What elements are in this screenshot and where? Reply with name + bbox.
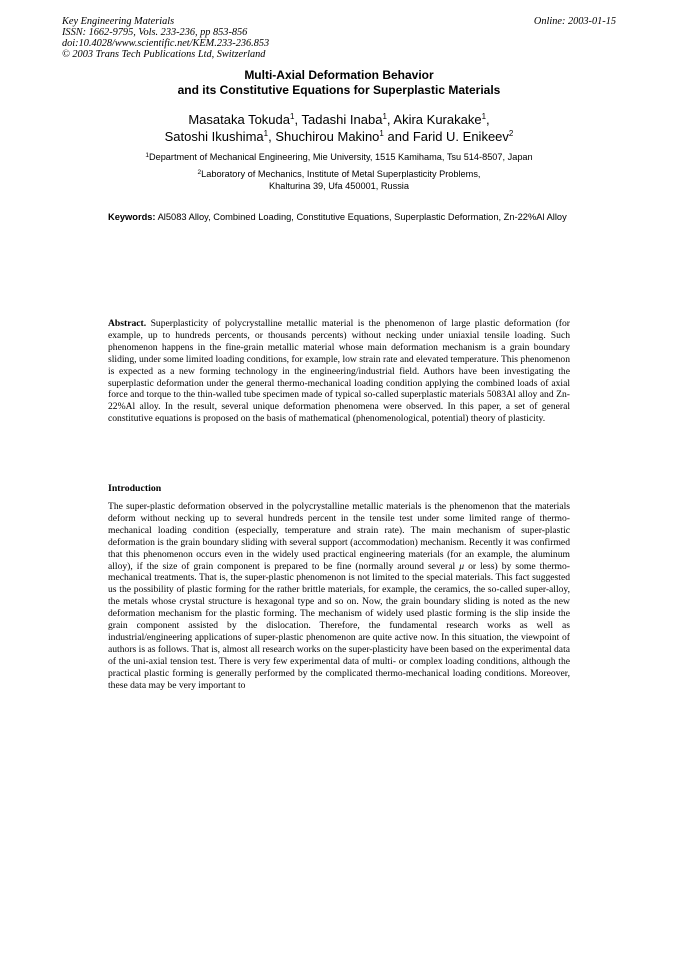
author-separator: , — [386, 112, 391, 127]
keywords-label: Keywords: — [108, 212, 156, 222]
author-separator: and — [387, 129, 410, 144]
affiliation-mark: 2 — [197, 169, 202, 176]
issn-line: ISSN: 1662-9795, Vols. 233-236, pp 853-856 — [62, 27, 248, 38]
affiliation-mark: 1 — [263, 129, 269, 138]
affiliation-mark: 1 — [290, 112, 295, 121]
author-separator: , — [486, 112, 490, 127]
affiliation-mark: 1 — [481, 112, 487, 121]
author-name: Tadashi Inaba — [301, 112, 383, 127]
journal-name: Key Engineering Materials — [62, 16, 175, 27]
intro-text-part-1: The super-plastic deformation observed in the polycrystalline metallic materials is the phenomenon that the materials deform without necking up to several hundreds percent in the tensile test under some limited range of thermo-mechanical loading condition (especially, temperature and strain rate). The main mechanism of super-plastic deformation is the grain boundary sliding with several support (accommodation) mechanism. Recently it was confirmed that this phenomenon occurs even in the widely used practical engineering materials (for an example, the aluminum alloy), if the size of grain component is prepared to be fine (normally around several — [108, 501, 570, 572]
online-date: Online: 2003-01-15 — [533, 16, 616, 27]
author-name: Akira Kurakake — [393, 112, 482, 127]
author-name: Farid U. Enikeev — [412, 129, 509, 144]
affiliation-mark: 2 — [508, 129, 514, 138]
intro-text-part-2: or less) by some thermo-mechanical treatments. That is, the super-plastic phenomenon is not limited to the special materials. This fact suggested us the possibility of plastic forming for the rather brittle materials, for example, the ceramics, the so-called super-alloy, the metals whose crystal structure is hexagonal type and so on. Now, the grain boundary sliding is noted as the new deformation mechanism for the plastic forming. The mechanism of widely used plastic forming is the slip inside the grain component assisted by the dislocation. Therefore, the fundamental research works as well as industrial/engineering applications of super-plastic phenomenon are quite active now. In this situation, the viewpoint of authors is as follows. That is, almost all research works on the super-plasticity have been based on the experimental data of the uni-axial tension test. There is very few experimental data of multi- or complex loading conditions, although the practical plastic forming is generally performed by the complicated thermo-mechanical loading conditions. Moreover, these data may be very important to — [108, 560, 570, 691]
author-separator: , — [268, 129, 272, 144]
author-line-1 — [0, 111, 678, 128]
copyright-line: © 2003 Trans Tech Publications Ltd, Switzerland — [62, 49, 266, 60]
title-line-2: and its Constitutive Equations for Superplastic Materials — [177, 83, 501, 97]
mu-symbol: μ — [459, 560, 465, 572]
affiliation-text: Department of Mechanical Engineering, Mie University, 1515 Kamihama, Tsu 514-8507, Japan — [148, 152, 533, 162]
abstract-label: Abstract. — [108, 318, 147, 329]
author-list — [0, 111, 678, 145]
paper-title — [0, 68, 678, 98]
author-name: Shuchirou Makino — [275, 129, 380, 144]
section-heading-introduction: Introduction — [108, 483, 162, 494]
affiliation-mark: 1 — [379, 129, 384, 138]
keywords-text: Al5083 Alloy, Combined Loading, Constitutive Equations, Superplastic Deformation, Zn-22%Al Alloy — [157, 212, 567, 222]
abstract-text: Superplasticity of polycrystalline metallic material is the phenomenon of large plastic deformation (for example, up to hundreds percents, or thousands percents) without necking under uniaxial tensile loading. Such phenomenon happens in the fine-grain metallic material whose main deformation mechanism is a grain boundary sliding, under some limited loading conditions, for example, low strain rate and elevated temperature. This phenomenon is expected as a new forming technology in the engineering/industrial field. Authors have been investigating the superplastic deformation under the general thermo-mechanical loading condition applying the combined loads of axial force and torque to the thin-walled tube specimen made of typical so-called superplastic materials 5083Al alloy and Zn-22%Al alloy. In the result, several unique deformation phenomena were observed. In this paper, a set of general constitutive equations is proposed on the basis of mathematical (phenomenological, potential) theory of plasticity. — [108, 318, 570, 425]
doi-line: doi:10.4028/www.scientific.net/KEM.233-236.853 — [62, 38, 270, 49]
affiliation-2-line-1 — [0, 168, 678, 180]
affiliation-mark: 1 — [145, 152, 149, 159]
affiliation-2-line-2: Khalturina 39, Ufa 450001, Russia — [269, 181, 409, 191]
author-name: Masataka Tokuda — [188, 112, 291, 127]
author-line-2 — [0, 128, 678, 145]
affiliation-mark: 1 — [382, 112, 387, 121]
author-separator: , — [294, 112, 299, 127]
abstract-block — [108, 318, 570, 425]
journal-header — [62, 16, 269, 60]
affiliation-1 — [0, 151, 678, 163]
introduction-body — [108, 501, 570, 692]
title-line-1: Multi-Axial Deformation Behavior — [244, 68, 434, 82]
keywords-block — [108, 211, 570, 223]
author-name: Satoshi Ikushima — [164, 129, 264, 144]
affiliation-2 — [0, 168, 678, 192]
affiliation-text: Laboratory of Mechanics, Institute of Metal Superplasticity Problems, — [201, 169, 481, 179]
